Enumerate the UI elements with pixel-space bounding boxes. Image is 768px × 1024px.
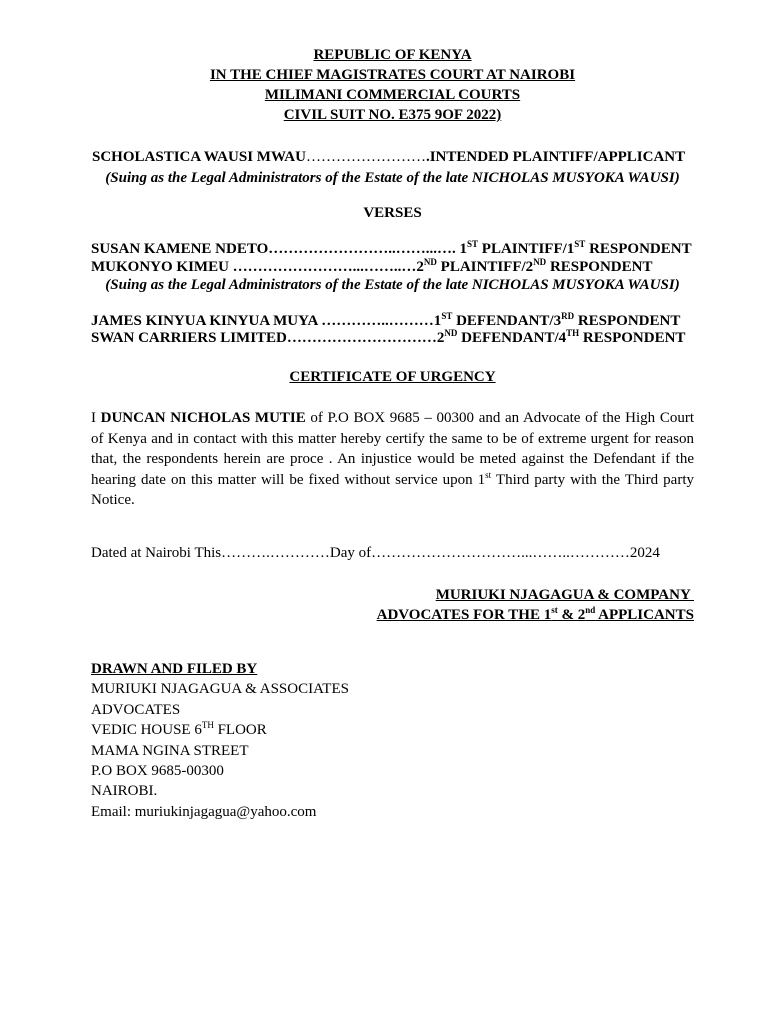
suing-note-respondents: (Suing as the Legal Administrators of the Estate of the late NICHOLAS MUSYOKA WAUSI) bbox=[105, 277, 680, 293]
address-text: FLOOR bbox=[213, 722, 267, 738]
filed-by-firm: MURIUKI NJAGAGUA & ASSOCIATES bbox=[91, 681, 349, 697]
header-suit-number: CIVIL SUIT NO. E375 9OF 2022) bbox=[283, 107, 502, 123]
header-court: IN THE CHIEF MAGISTRATES COURT AT NAIROBI bbox=[209, 67, 576, 83]
header-republic: REPUBLIC OF KENYA bbox=[313, 47, 472, 63]
ordinal-sup: TH bbox=[566, 328, 580, 338]
party-text: MUKONYO KIMEU ……………………...……..…2 bbox=[91, 259, 424, 275]
party-text: JAMES KINYUA KINYUA MUYA …………..………1 bbox=[91, 313, 442, 329]
party-text: SWAN CARRIERS LIMITED…………………………2 bbox=[91, 330, 445, 346]
party-james-kinyua bbox=[91, 312, 694, 330]
body-text: Third party with the Third party Notice. bbox=[91, 471, 694, 508]
ordinal-sup: ND bbox=[533, 257, 547, 267]
certificate-title: CERTIFICATE OF URGENCY bbox=[289, 369, 496, 385]
party-role-end: RESPONDENT bbox=[574, 313, 681, 329]
suing-note-applicant: (Suing as the Legal Administrators of the Estate of the late NICHOLAS MUSYOKA WAUSI) bbox=[105, 170, 680, 186]
party-mukonyo-kimeu bbox=[91, 258, 694, 276]
address-text: VEDIC HOUSE 6 bbox=[91, 722, 202, 738]
applicant-name: SCHOLASTICA WAUSI MWAU bbox=[92, 149, 306, 165]
ordinal-sup: st bbox=[485, 469, 492, 480]
applicant-line bbox=[92, 148, 695, 166]
ordinal-sup: ND bbox=[444, 328, 458, 338]
ordinal-sup: ST bbox=[441, 311, 453, 321]
certificate-body bbox=[91, 408, 694, 511]
ordinal-sup: ST bbox=[574, 239, 586, 249]
ordinal-sup: TH bbox=[201, 720, 214, 730]
filed-by-advocates: ADVOCATES bbox=[91, 702, 181, 718]
ordinal-sup: ST bbox=[467, 239, 479, 249]
advocate-name: DUNCAN NICHOLAS MUTIE bbox=[100, 410, 306, 426]
dated-line: Dated at Nairobi This……….…………Day of…………………………...……..…………2024 bbox=[91, 545, 660, 561]
party-susan-kamene bbox=[91, 240, 694, 258]
party-role-end: RESPONDENT bbox=[585, 241, 692, 257]
party-text: SUSAN KAMENE NDETO……………………..……...…. 1 bbox=[91, 241, 468, 257]
applicant-dots: …………………… bbox=[305, 149, 426, 165]
adv-text: APPLICANTS bbox=[595, 607, 694, 623]
party-role-end: RESPONDENT bbox=[579, 330, 686, 346]
party-role: PLAINTIFF/1 bbox=[478, 241, 575, 257]
header-commercial-courts: MILIMANI COMMERCIAL COURTS bbox=[264, 87, 521, 103]
ordinal-sup: st bbox=[551, 605, 558, 615]
filed-by-heading: DRAWN AND FILED BY bbox=[91, 661, 258, 677]
party-role: DEFENDANT/3 bbox=[452, 313, 562, 329]
party-swan-carriers bbox=[91, 329, 694, 347]
ordinal-sup: ND bbox=[423, 257, 437, 267]
adv-text: ADVOCATES FOR THE 1 bbox=[376, 607, 552, 623]
body-text: of P.O BOX 9685 – 00300 and an Advocate of the High Court of Kenya and in contact with this matter hereby certify the same to be of extreme urgent for reason that, the respondents herein are proce . An injustice would be meted against the Defendant if the hearing date on this matter will be fixed without service upon 1 bbox=[91, 410, 694, 488]
filed-by-street: MAMA NGINA STREET bbox=[91, 743, 249, 759]
party-role: DEFENDANT/4 bbox=[457, 330, 567, 346]
filed-by-email: Email: muriukinjagagua@yahoo.com bbox=[91, 804, 317, 820]
party-role: PLAINTIFF/2 bbox=[436, 259, 534, 275]
filed-by-pobox: P.O BOX 9685-00300 bbox=[91, 763, 224, 779]
advocates-line bbox=[91, 606, 694, 624]
verses-heading: VERSES bbox=[363, 205, 422, 221]
party-role-end: RESPONDENT bbox=[546, 259, 653, 275]
firm-name: MURIUKI NJAGAGUA & COMPANY bbox=[435, 587, 694, 603]
filed-by-building bbox=[91, 721, 694, 739]
ordinal-sup: nd bbox=[585, 605, 596, 615]
ordinal-sup: RD bbox=[561, 311, 575, 321]
applicant-role: .INTENDED PLAINTIFF/APPLICANT bbox=[425, 149, 686, 165]
filed-by-city: NAIROBI. bbox=[91, 783, 158, 799]
adv-text: & 2 bbox=[557, 607, 586, 623]
body-text: I bbox=[91, 410, 101, 426]
